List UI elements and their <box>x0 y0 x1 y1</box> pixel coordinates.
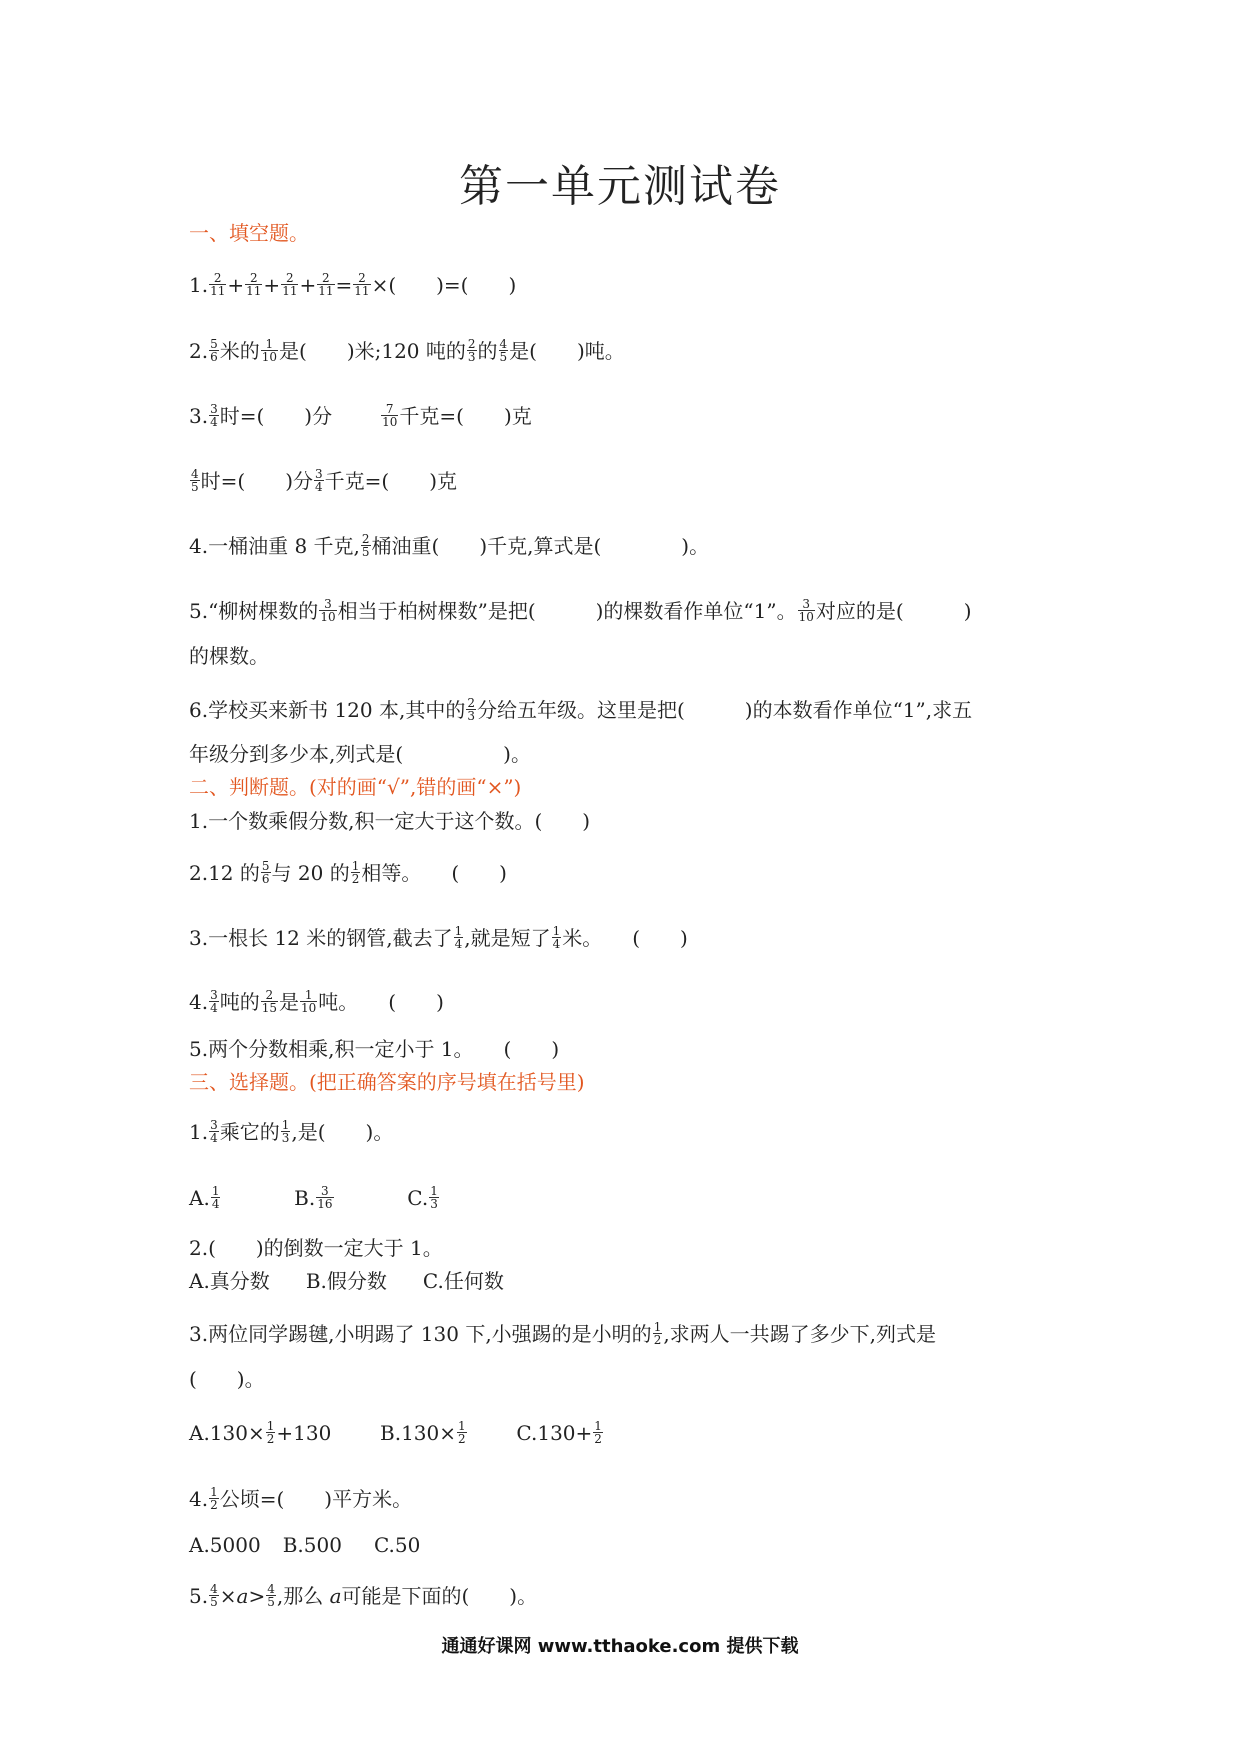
footer-source: 通通好课网 www.tthaoke.com 提供下载 <box>441 1636 799 1657</box>
q-text: 时=( )分 <box>219 404 333 428</box>
fraction: $\frac{3}{4}$ <box>210 1118 218 1145</box>
q-text: 3.一根长 12 米的钢管,截去了 <box>189 926 453 950</box>
fraction: $\frac{1}{4}$ <box>454 924 463 951</box>
q-text: ,那么 <box>276 1584 324 1608</box>
variable-a: a <box>236 1584 249 1608</box>
q-text: 3.两位同学踢毽,小明踢了 130 下,小强踢的是小明的 <box>189 1322 652 1346</box>
q-number: 1. <box>189 1120 209 1144</box>
fraction: $\frac{1}{4}$ <box>552 924 561 951</box>
fraction: $\frac{2}{3}$ <box>467 696 475 723</box>
fill-q1: 1. $\frac{2}{11}$ + $\frac{2}{11}$ + $\frac{2}{11}$ + $\frac{2}{11}$ = $\frac{2}{11}$ ×( )=( ) <box>189 271 517 298</box>
q-text: 米。 ( ) <box>562 926 688 950</box>
fraction: $\frac{3}{4}$ <box>315 467 323 494</box>
option-a: A. $\frac{1}{4}$ <box>189 1184 220 1211</box>
q-text: 5.“柳树棵数的 <box>189 599 319 623</box>
choice-q1 <box>189 1118 394 1146</box>
fraction: $\frac{5}{6}$ <box>261 859 270 886</box>
choice-q2-options <box>189 1271 504 1291</box>
fraction: $\frac{2}{11}$ <box>282 271 298 298</box>
choice-q3a <box>189 1320 937 1348</box>
fraction: $\frac{2}{15}$ <box>261 988 278 1015</box>
q-text: ,是( )。 <box>291 1120 394 1144</box>
q-text: 桶油重( )千克,算式是( )。 <box>371 534 710 558</box>
q-text: 与 20 的 <box>271 861 350 885</box>
fill-q4 <box>189 532 710 560</box>
fill-q3b <box>189 467 458 495</box>
choice-q4 <box>189 1485 413 1513</box>
fill-q3a <box>189 402 532 430</box>
fraction: $\frac{2}{3}$ <box>467 337 476 364</box>
q-text: ,就是短了 <box>464 926 551 950</box>
fraction: $\frac{4}{5}$ <box>267 1582 275 1609</box>
fill-q6a <box>189 696 973 724</box>
judge-q2 <box>189 859 507 887</box>
fraction: $\frac{1}{2}$ <box>210 1485 218 1512</box>
option-c: C.50 <box>373 1533 421 1557</box>
fill-q5a <box>189 597 972 625</box>
fraction: $\frac{5}{6}$ <box>210 337 218 364</box>
option-b: B. $\frac{3}{16}$ <box>294 1184 333 1211</box>
q-text: 相等。 ( ) <box>361 861 507 885</box>
fraction: $\frac{2}{11}$ <box>318 271 334 298</box>
fraction: $\frac{2}{11}$ <box>246 271 262 298</box>
q-text: × <box>219 1584 237 1608</box>
choice-q1-options <box>189 1184 440 1212</box>
section-choice-heading: 三、选择题。(把正确答案的序号填在括号里) <box>189 1070 585 1094</box>
fraction: $\frac{1}{3}$ <box>430 1184 438 1211</box>
judge-q5: 5.两个分数相乘,积一定小于 1。 ( ) <box>189 1037 560 1061</box>
fill-q5b: 的棵数。 <box>189 644 269 668</box>
choice-q4-options <box>189 1535 420 1555</box>
variable-a: a <box>329 1584 342 1608</box>
q-text: 时=( )分 <box>200 469 314 493</box>
option-c: C. $\frac{1}{3}$ <box>407 1184 438 1211</box>
fraction: $\frac{1}{2}$ <box>458 1419 466 1446</box>
q-text: 是 <box>279 990 300 1014</box>
fraction: $\frac{1}{2}$ <box>351 859 360 886</box>
fraction: $\frac{4}{5}$ <box>499 337 508 364</box>
fill-q2 <box>189 337 625 365</box>
q-text: 千克=( )克 <box>324 469 458 493</box>
section-judge-heading: 二、判断题。(对的画“√”,错的画“×”) <box>189 775 522 799</box>
fraction: $\frac{1}{10}$ <box>301 988 317 1015</box>
q-text: 公顷=( )平方米。 <box>219 1487 413 1511</box>
fraction: $\frac{1}{2}$ <box>653 1320 662 1347</box>
q-text: 可能是下面的( )。 <box>341 1584 538 1608</box>
q-text: ×( )=( ) <box>371 273 517 297</box>
q-text: 米的 <box>219 339 260 363</box>
fraction: $\frac{1}{10}$ <box>261 337 278 364</box>
fraction: $\frac{2}{11}$ <box>354 271 370 298</box>
q-text: 乘它的 <box>219 1120 280 1144</box>
fraction: $\frac{1}{2}$ <box>594 1419 602 1446</box>
choice-q2: 2.( )的倒数一定大于 1。 <box>189 1236 443 1260</box>
section-fill-heading: 一、填空题。 <box>189 221 309 245</box>
option-b: B.假分数 <box>305 1269 387 1293</box>
fraction: $\frac{1}{4}$ <box>211 1184 220 1211</box>
choice-q3-options <box>189 1419 604 1447</box>
fraction: $\frac{7}{10}$ <box>382 402 398 429</box>
option-a: A.5000 <box>189 1533 261 1557</box>
q-text: 对应的是( ) <box>815 599 972 623</box>
fraction: $\frac{4}{5}$ <box>191 467 199 494</box>
judge-q1: 1.一个数乘假分数,积一定大于这个数。( ) <box>189 809 591 833</box>
q-text: > <box>248 1584 266 1608</box>
fraction: $\frac{3}{4}$ <box>210 988 218 1015</box>
q-number: 2. <box>189 339 209 363</box>
q-number: 1. <box>189 273 209 297</box>
q-number: 5. <box>189 1584 209 1608</box>
fraction: $\frac{1}{2}$ <box>266 1419 275 1446</box>
q-text: ,求两人一共踢了多少下,列式是 <box>663 1322 937 1346</box>
fraction: $\frac{4}{5}$ <box>210 1582 218 1609</box>
judge-q3 <box>189 924 688 952</box>
q-text: 分给五年级。这里是把( )的本数看作单位“1”,求五 <box>476 698 973 722</box>
option-c: C.130+ $\frac{1}{2}$ <box>516 1419 602 1446</box>
q-text: 吨的 <box>219 990 260 1014</box>
option-a: A.真分数 <box>189 1269 270 1293</box>
q-number: 4. <box>189 990 209 1014</box>
q-text: 6.学校买来新书 120 本,其中的 <box>189 698 466 722</box>
q-text: 吨。 ( ) <box>318 990 444 1014</box>
q-text: 相当于柏树棵数”是把( )的棵数看作单位“1”。 <box>337 599 797 623</box>
q-text: 千克=( )克 <box>399 404 532 428</box>
q-number: 4. <box>189 1487 209 1511</box>
fraction: $\frac{2}{11}$ <box>210 271 226 298</box>
option-c: C.任何数 <box>422 1269 504 1293</box>
fill-q6b: 年级分到多少本,列式是( )。 <box>189 742 531 766</box>
choice-q5 <box>189 1582 538 1610</box>
judge-q4 <box>189 988 444 1016</box>
page-title: 第一单元测试卷 <box>459 161 781 212</box>
q-number: 3. <box>189 404 209 428</box>
q-text: 是( )吨。 <box>509 339 625 363</box>
fraction: $\frac{3}{16}$ <box>317 1184 333 1211</box>
fraction: $\frac{1}{3}$ <box>281 1118 290 1145</box>
fraction: $\frac{3}{10}$ <box>320 597 336 624</box>
q-text: 2.12 的 <box>189 861 260 885</box>
option-b: B.130× $\frac{1}{2}$ <box>380 1419 466 1446</box>
option-b: B.500 <box>282 1533 342 1557</box>
q-text: 4.一桶油重 8 千克, <box>189 534 360 558</box>
choice-q3b: ( )。 <box>189 1367 265 1391</box>
fraction: $\frac{3}{4}$ <box>210 402 218 429</box>
fraction: $\frac{2}{5}$ <box>361 532 370 559</box>
q-text: 是( )米;120 吨的 <box>279 339 466 363</box>
fraction: $\frac{3}{10}$ <box>798 597 814 624</box>
q-text: 的 <box>477 339 498 363</box>
option-a: A.130× $\frac{1}{2}$ +130 <box>189 1419 332 1446</box>
